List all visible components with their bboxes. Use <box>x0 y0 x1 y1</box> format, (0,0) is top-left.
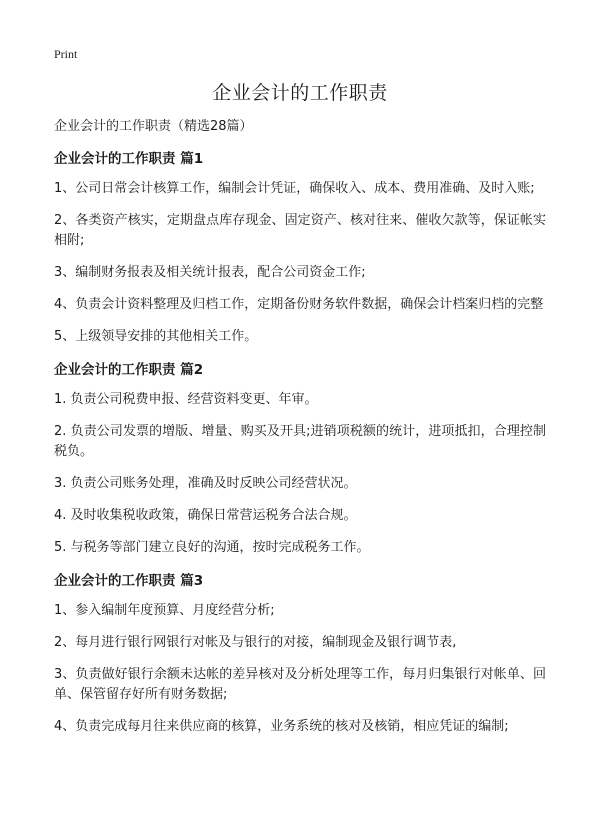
list-item: 3、编制财务报表及相关统计报表，配合公司资金工作; <box>54 265 366 280</box>
list-item: 2. 负责公司发票的增版、增量、购买及开具;进销项税额的统计，进项抵扣，合理控制税负。 <box>54 424 546 459</box>
list-item: 4. 及时收集税收政策，确保日常营运税务合法合规。 <box>54 508 357 523</box>
document-title: 企业会计的工作职责 <box>212 82 388 104</box>
list-item: 1、参入编制年度预算、月度经营分析; <box>54 603 275 618</box>
list-item: 4、负责完成每月往来供应商的核算，业务系统的核对及核销，相应凭证的编制; <box>54 719 509 734</box>
section-heading-3: 企业会计的工作职责 篇3 <box>54 573 204 589</box>
list-item: 3、负责做好银行余额未达帐的差异核对及分析处理等工作，每月归集银行对帐单、回单、保管留存好所有财务数据; <box>54 667 546 702</box>
section-heading-2: 企业会计的工作职责 篇2 <box>54 362 204 378</box>
section-heading-1: 企业会计的工作职责 篇1 <box>54 151 204 167</box>
list-item: 3. 负责公司账务处理，准确及时反映公司经营状况。 <box>54 476 357 491</box>
list-item: 5. 与税务等部门建立良好的沟通，按时完成税务工作。 <box>54 540 370 555</box>
list-item: 2、每月进行银行网银行对帐及与银行的对接，编制现金及银行调节表, <box>54 635 457 650</box>
list-item: 1、公司日常会计核算工作，编制会计凭证，确保收入、成本、费用准确、及时入账; <box>54 181 535 196</box>
print-label: Print <box>54 47 78 61</box>
list-item: 5、上级领导安排的其他相关工作。 <box>54 329 258 344</box>
list-item: 2、各类资产核实，定期盘点库存现金、固定资产、核对往来、催收欠款等，保证帐实相附; <box>54 213 546 248</box>
list-item: 1. 负责公司税费申报、经营资料变更、年审。 <box>54 392 318 407</box>
list-item: 4、负责会计资料整理及归档工作，定期备份财务软件数据，确保会计档案归档的完整 <box>54 297 544 312</box>
document-subtitle: 企业会计的工作职责（精选28篇） <box>54 119 253 134</box>
